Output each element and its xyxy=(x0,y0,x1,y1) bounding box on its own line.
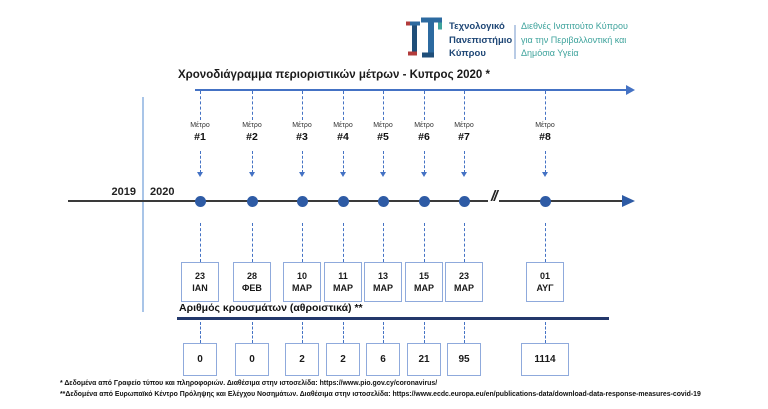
date-month: ΜΑΡ xyxy=(373,283,393,293)
date-day: 10 xyxy=(296,271,307,281)
connector-dashed-icon xyxy=(464,223,465,262)
university-line: Κύπρου xyxy=(449,48,486,59)
cases-box: 6 xyxy=(366,343,400,376)
connector-dashed-icon xyxy=(252,91,253,120)
timeline-dot xyxy=(338,196,349,207)
cases-box: 0 xyxy=(235,343,269,376)
down-arrowhead-icon xyxy=(299,172,305,177)
connector-dashed-icon xyxy=(200,223,201,262)
connector-dashed-icon xyxy=(343,322,344,343)
connector-dashed-icon xyxy=(383,223,384,262)
date-day: 01 xyxy=(539,271,550,281)
footnote-source-2: **Δεδομένα από Ευρωπαϊκό Κέντρο Πρόληψης και Ελέγχου Νοσημάτων. Διαθέσιμα στην ιστοσελίδα: https://www.ecdc.europa.eu/en/publications-data/download-data-response-measures-covid-19 xyxy=(60,391,701,398)
measure-word: Μέτρο xyxy=(190,122,210,129)
timeline-dot xyxy=(378,196,389,207)
down-arrow-dashed-icon xyxy=(383,151,384,173)
measure-number: #7 xyxy=(458,131,470,143)
date-month: ΙΑΝ xyxy=(192,283,208,293)
down-arrow-dashed-icon xyxy=(200,151,201,173)
figure-title: Χρονοδιάγραμμα περιοριστικών μέτρων - Κυπρος 2020 * xyxy=(178,69,490,81)
down-arrowhead-icon xyxy=(542,172,548,177)
connector-dashed-icon xyxy=(424,322,425,343)
measure-number: #4 xyxy=(337,131,349,143)
down-arrow-dashed-icon xyxy=(252,151,253,173)
date-box xyxy=(526,262,564,302)
cases-box: 2 xyxy=(285,343,319,376)
institute-line: Δημόσια Υγεία xyxy=(521,48,579,58)
timeline-dot xyxy=(540,196,551,207)
connector-dashed-icon xyxy=(383,322,384,343)
date-day: 15 xyxy=(418,271,429,281)
down-arrow-dashed-icon xyxy=(302,151,303,173)
cases-underline xyxy=(177,317,609,320)
down-arrowhead-icon xyxy=(380,172,386,177)
measure-number: #5 xyxy=(377,131,389,143)
connector-dashed-icon xyxy=(302,91,303,120)
measure-number: #8 xyxy=(539,131,551,143)
timeline-dot xyxy=(459,196,470,207)
measure-word: Μέτρο xyxy=(454,122,474,129)
down-arrowhead-icon xyxy=(421,172,427,177)
measure-word: Μέτρο xyxy=(333,122,353,129)
date-day: 11 xyxy=(338,271,348,281)
down-arrow-dashed-icon xyxy=(545,151,546,173)
measure-word: Μέτρο xyxy=(242,122,262,129)
measure-word: Μέτρο xyxy=(414,122,434,129)
connector-dashed-icon xyxy=(424,91,425,120)
timeline-dot xyxy=(195,196,206,207)
down-arrow-dashed-icon xyxy=(464,151,465,173)
date-day: 13 xyxy=(377,271,388,281)
down-arrow-dashed-icon xyxy=(424,151,425,173)
timeline-break-icon: // xyxy=(488,188,499,205)
cases-box: 0 xyxy=(183,343,217,376)
connector-dashed-icon xyxy=(343,91,344,120)
connector-dashed-icon xyxy=(200,322,201,343)
cases-box: 2 xyxy=(326,343,360,376)
connector-dashed-icon xyxy=(302,322,303,343)
cases-box: 1114 xyxy=(521,343,569,376)
date-month: ΜΑΡ xyxy=(333,283,353,293)
date-box xyxy=(283,262,321,302)
timeline-dot xyxy=(247,196,258,207)
timeline-arrowhead-icon xyxy=(622,195,635,207)
connector-dashed-icon xyxy=(545,322,546,343)
timeline-dot xyxy=(297,196,308,207)
down-arrowhead-icon xyxy=(340,172,346,177)
measure-word: Μέτρο xyxy=(373,122,393,129)
down-arrow-dashed-icon xyxy=(343,151,344,173)
connector-dashed-icon xyxy=(252,223,253,262)
connector-dashed-icon xyxy=(343,223,344,262)
measure-number: #3 xyxy=(296,131,308,143)
connector-dashed-icon xyxy=(464,91,465,120)
measure-column xyxy=(434,0,494,409)
date-month: ΜΑΡ xyxy=(454,283,474,293)
down-arrowhead-icon xyxy=(197,172,203,177)
date-day: 28 xyxy=(246,271,257,281)
university-line: Τεχνολογικό xyxy=(449,21,505,32)
date-month: ΑΥΓ xyxy=(536,283,554,293)
measure-column xyxy=(170,0,230,409)
timeline-dot xyxy=(419,196,430,207)
year-divider-line xyxy=(142,97,144,312)
date-box xyxy=(445,262,483,302)
year-label-2019: 2019 xyxy=(111,186,136,198)
institute-line: Διεθνές Ινστιτούτο Κύπρου xyxy=(521,21,628,31)
down-arrowhead-icon xyxy=(249,172,255,177)
down-arrowhead-icon xyxy=(461,172,467,177)
measure-column xyxy=(515,0,575,409)
date-box xyxy=(324,262,362,302)
connector-dashed-icon xyxy=(545,91,546,120)
measure-word: Μέτρο xyxy=(535,122,555,129)
measure-word: Μέτρο xyxy=(292,122,312,129)
connector-dashed-icon xyxy=(252,322,253,343)
connector-dashed-icon xyxy=(464,322,465,343)
connector-dashed-icon xyxy=(383,91,384,120)
date-month: ΜΑΡ xyxy=(414,283,434,293)
date-month: ΜΑΡ xyxy=(292,283,312,293)
date-box xyxy=(181,262,219,302)
year-label-2020: 2020 xyxy=(150,186,175,198)
institute-line: για την Περιβαλλοντική και xyxy=(521,34,627,45)
connector-dashed-icon xyxy=(424,223,425,262)
date-day: 23 xyxy=(194,271,205,281)
date-box xyxy=(405,262,443,302)
date-month: ΦΕΒ xyxy=(242,283,262,293)
measure-number: #1 xyxy=(194,131,206,143)
date-day: 23 xyxy=(458,271,469,281)
right-arrowhead-icon xyxy=(626,85,635,95)
connector-dashed-icon xyxy=(545,223,546,262)
cases-section-label: Αριθμός κρουσμάτων (αθροιστικά) ** xyxy=(179,302,363,314)
measure-number: #2 xyxy=(246,131,258,143)
measure-number: #6 xyxy=(418,131,430,143)
cases-box: 21 xyxy=(407,343,441,376)
date-box xyxy=(233,262,271,302)
connector-dashed-icon xyxy=(200,91,201,120)
date-box xyxy=(364,262,402,302)
footnote-source-1: * Δεδομένα από Γραφείο τύπου και πληροφοριών. Διαθέσιμα στην ιστοσελίδα: https://www.pio.gov.cy/coronavirus/ xyxy=(60,380,438,387)
cases-box: 95 xyxy=(447,343,481,376)
university-line: Πανεπιστήμιο xyxy=(449,34,513,46)
connector-dashed-icon xyxy=(302,223,303,262)
